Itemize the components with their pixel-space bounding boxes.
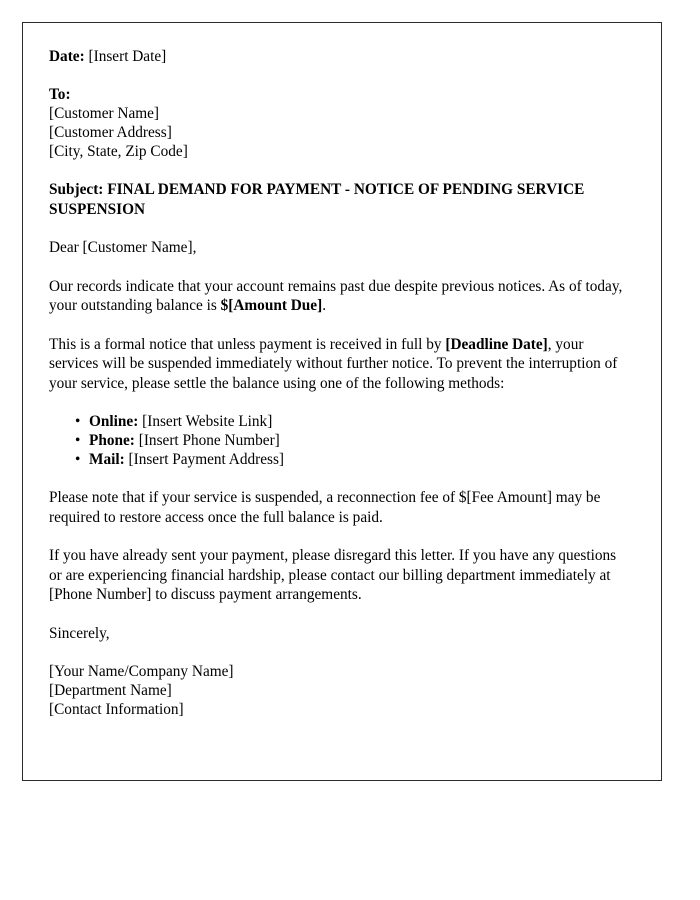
recipient-heading-text: To: <box>49 86 71 103</box>
list-item <box>49 431 629 450</box>
paragraph-deadline-before: This is a formal notice that unless payment is received in full by <box>49 335 446 353</box>
document-page-border <box>22 22 662 781</box>
paragraph-reconnection-fee: Please note that if your service is suspended, a reconnection fee of $[Fee Amount] may be required to restore access once the full balance is paid. <box>49 489 601 526</box>
paragraph-deadline-after: , your services will be suspended immediately without further notice. To prevent the interruption of your service, please settle the balance using one of the following methods: <box>49 335 618 392</box>
recipient-block <box>49 85 629 161</box>
list-item <box>49 412 629 431</box>
recipient-heading <box>49 85 629 104</box>
subject-line <box>49 180 629 219</box>
signature-name: [Your Name/Company Name] <box>49 663 234 680</box>
deadline-date-placeholder: [Deadline Date] <box>445 335 548 353</box>
signature-contact: [Contact Information] <box>49 701 184 718</box>
paragraph-balance-before: Our records indicate that your account remains past due despite previous notices. As of today, your outstanding balance is <box>49 277 623 314</box>
signature-block <box>49 662 629 719</box>
paragraph-balance-after: . <box>322 297 327 314</box>
closing: Sincerely, <box>49 624 110 642</box>
salutation: Dear [Customer Name], <box>49 239 197 256</box>
subject-text: FINAL DEMAND FOR PAYMENT - NOTICE OF PENDING SERVICE SUSPENSION <box>49 181 585 218</box>
payment-method-label: Phone: <box>89 432 135 449</box>
paragraph-balance <box>49 277 629 316</box>
recipient-address: [Customer Address] <box>49 124 172 141</box>
date-label: Date: <box>49 48 85 65</box>
payment-methods-list <box>49 412 629 469</box>
payment-method-value: [Insert Payment Address] <box>128 451 285 468</box>
date-block <box>49 47 629 66</box>
payment-method-label: Mail: <box>89 451 125 468</box>
list-item <box>49 450 629 469</box>
paragraph-contact: If you have already sent your payment, please disregard this letter. If you have any questions or are experiencing financial hardship, please contact our billing department immediately at [Phone Number] to discuss payment arrangements. <box>49 547 617 603</box>
amount-due-placeholder: $[Amount Due] <box>220 297 323 314</box>
date-value: [Insert Date] <box>88 48 167 65</box>
payment-method-value: [Insert Phone Number] <box>138 432 280 449</box>
letter-body <box>49 47 629 738</box>
recipient-name: [Customer Name] <box>49 105 160 122</box>
recipient-city-state-zip: [City, State, Zip Code] <box>49 143 188 160</box>
date-line <box>49 47 629 66</box>
subject-label: Subject: <box>49 181 104 198</box>
payment-method-label: Online: <box>89 413 139 430</box>
payment-method-value: [Insert Website Link] <box>142 413 273 430</box>
paragraph-deadline <box>49 335 629 394</box>
signature-department: [Department Name] <box>49 682 172 699</box>
